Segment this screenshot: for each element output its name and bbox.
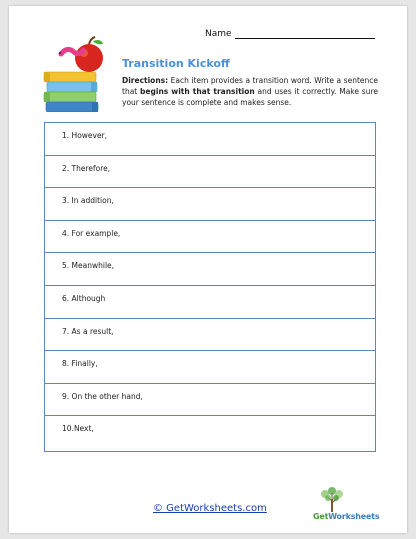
answer-prompt: 1. However, <box>62 131 108 140</box>
worksheet-title: Transition Kickoff <box>122 57 230 70</box>
name-field-row <box>205 28 375 39</box>
directions-text <box>122 75 378 108</box>
worksheet-page <box>9 6 407 533</box>
logo-wordmark <box>313 512 379 521</box>
getworksheets-logo <box>311 487 383 527</box>
answer-row[interactable] <box>45 253 375 286</box>
answer-row[interactable] <box>45 286 375 319</box>
directions-emphasis: begins with that transition <box>140 87 255 96</box>
directions-text-after: and uses it correctly. Make sure your sentence is complete and makes sense. <box>122 87 378 107</box>
tree-logo-icon <box>311 487 383 513</box>
answer-row[interactable] <box>45 188 375 221</box>
apple-worm-books-icon <box>41 36 121 112</box>
directions-text-before: Each item provides a transition word. Write a sentence that <box>122 76 378 96</box>
logo-get: Get <box>313 512 329 521</box>
answer-prompt: 9. On the other hand, <box>62 391 143 401</box>
answer-prompt: 5. Meanwhile, <box>62 261 115 271</box>
answer-row[interactable] <box>45 416 375 451</box>
answer-row[interactable] <box>45 123 375 156</box>
answer-row[interactable] <box>45 156 375 189</box>
answer-prompt: 8. Finally, <box>62 359 98 369</box>
answer-prompt: 4. For example, <box>62 228 121 238</box>
name-line <box>235 28 375 39</box>
answer-row[interactable] <box>45 384 375 417</box>
answer-prompt: 7. As a result, <box>62 326 114 336</box>
answer-prompt: 3. In addition, <box>62 196 114 206</box>
answer-prompt: 10.Next, <box>62 424 94 434</box>
answer-row[interactable] <box>45 351 375 384</box>
answer-prompt: 6. Although <box>62 293 106 303</box>
logo-worksheets: Worksheets <box>328 512 380 521</box>
answer-row[interactable] <box>45 221 375 254</box>
answer-prompt: 2. Therefore, <box>62 163 111 173</box>
directions-label: Directions: <box>122 76 169 85</box>
getworksheets-link[interactable]: © GetWorksheets.com <box>153 503 267 514</box>
name-label: Name <box>205 29 232 39</box>
answer-row[interactable] <box>45 319 375 352</box>
answer-list <box>44 122 376 452</box>
